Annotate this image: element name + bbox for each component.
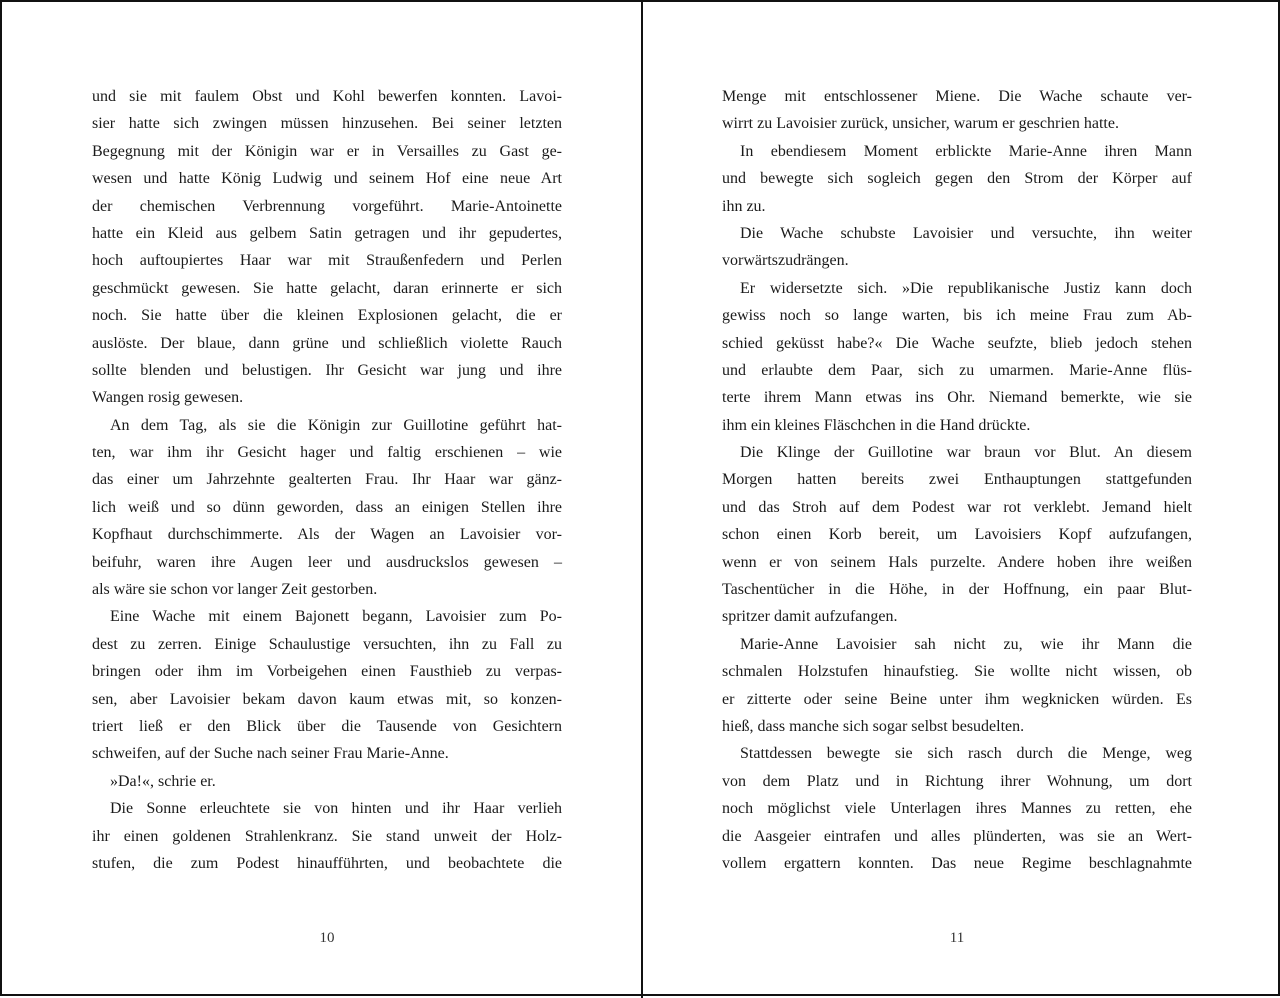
text-line: schweifen, auf der Suche nach seiner Frau Marie-Anne. xyxy=(92,745,449,763)
text-line: beifuhr, waren ihre Augen leer und ausdruckslos gewesen – xyxy=(92,553,562,571)
text-line: vollem ergattern konnten. Das neue Regime beschlagnahmte xyxy=(722,854,1192,872)
text-line: gewiss noch so lange warten, bis ich meine Frau zum Ab- xyxy=(722,307,1192,325)
text-line: Marie-Anne Lavoisier sah nicht zu, wie ihr Mann die xyxy=(740,635,1192,653)
text-line: von dem Platz und in Richtung ihrer Wohnung, um dort xyxy=(722,772,1192,790)
text-line: als wäre sie schon vor langer Zeit gestorben. xyxy=(92,581,378,599)
text-line: Morgen hatten bereits zwei Enthauptungen stattgefunden xyxy=(722,471,1192,489)
text-line: dest zu zerren. Einige Schaulustige versuchten, ihn zu Fall zu xyxy=(92,635,562,653)
text-line: terte ihrem Mann etwas ins Ohr. Niemand bemerkte, wie sie xyxy=(722,389,1192,407)
text-line: Begegnung mit der Königin war er in Versailles zu Gast ge- xyxy=(92,142,562,160)
text-line: das einer um Jahrzehnte gealterten Frau. Ihr Haar war gänz- xyxy=(92,471,562,489)
text-line: Er widersetzte sich. »Die republikanische Justiz kann doch xyxy=(740,279,1192,297)
text-line: und bewegte sich sogleich gegen den Strom der Körper auf xyxy=(722,170,1192,188)
text-line: schon einen Korb bereit, um Lavoisiers Kopf aufzufangen, xyxy=(722,526,1192,544)
text-line: sen, aber Lavoisier bekam davon kaum etwas mit, so konzen- xyxy=(92,690,562,708)
text-line: vorwärtszudrängen. xyxy=(722,252,849,270)
text-line: In ebendiesem Moment erblickte Marie-Anne ihren Mann xyxy=(740,142,1192,160)
text-line: Eine Wache mit einem Bajonett begann, Lavoisier zum Po- xyxy=(110,608,562,626)
text-line: lich weiß und so dünn geworden, dass an einigen Stellen ihre xyxy=(92,498,562,516)
text-line: noch möglichst viele Unterlagen ihres Mannes zu retten, ehe xyxy=(722,800,1192,818)
text-line: Stattdessen bewegte sie sich rasch durch die Menge, weg xyxy=(740,745,1192,763)
text-line: sollte blenden und belustigen. Ihr Gesicht war jung und ihre xyxy=(92,361,562,379)
text-line: geschmückt gewesen. Sie hatte gelacht, daran erinnerte er sich xyxy=(92,279,562,297)
text-line: Menge mit entschlossener Miene. Die Wache schaute ver- xyxy=(722,88,1192,105)
text-line: und sie mit faulem Obst und Kohl bewerfen konnten. Lavoi- xyxy=(92,88,562,105)
text-line: wenn er von seinem Hals purzelte. Andere hoben ihre weißen xyxy=(722,553,1192,571)
text-line: sier hatte sich zwingen müssen hinzusehen. Bei seiner letzten xyxy=(92,115,562,133)
text-line: Die Klinge der Guillotine war braun vor Blut. An diesem xyxy=(740,444,1192,462)
text-line: der chemischen Verbrennung vorgeführt. Marie-Antoinette xyxy=(92,197,562,215)
text-line: Die Wache schubste Lavoisier und versuchte, ihn weiter xyxy=(740,224,1192,242)
text-line: Kopfhaut durchschimmerte. Als der Wagen an Lavoisier vor- xyxy=(92,526,562,544)
text-line: schmalen Holzstufen hinaufstieg. Sie wollte nicht wissen, ob xyxy=(722,663,1192,681)
right-page-text xyxy=(722,88,1192,882)
text-line: er zitterte oder seine Beine unter ihm wegknicken würden. Es xyxy=(722,690,1192,708)
text-line: Die Sonne erleuchtete sie von hinten und ihr Haar verlieh xyxy=(110,800,562,818)
text-line: auslöste. Der blaue, dann grüne und schließlich violette Rauch xyxy=(92,334,562,352)
text-line: schied geküsst habe?« Die Wache seufzte, blieb jedoch stehen xyxy=(722,334,1192,352)
text-line: und erlaubte dem Paar, sich zu umarmen. Marie-Anne flüs- xyxy=(722,361,1192,379)
text-line: ihr einen goldenen Strahlenkranz. Sie stand unweit der Holz- xyxy=(92,827,562,845)
text-line: wirrt zu Lavoisier zurück, unsicher, warum er geschrien hatte. xyxy=(722,115,1119,133)
book-gutter xyxy=(641,2,643,998)
text-line: ihm ein kleines Fläschchen in die Hand drückte. xyxy=(722,416,1031,434)
left-page-number: 10 xyxy=(319,930,335,946)
text-line: ten, war ihm ihr Gesicht hager und faltig erschienen – wie xyxy=(92,444,562,462)
text-line: spritzer damit aufzufangen. xyxy=(722,608,898,626)
right-page-number: 11 xyxy=(949,930,965,946)
text-line: triert ließ er den Blick über die Tausende von Gesichtern xyxy=(92,717,562,735)
text-line: die Aasgeier eintrafen und alles plünderten, was sie an Wert- xyxy=(722,827,1192,845)
text-line: »Da!«, schrie er. xyxy=(110,772,216,790)
left-page-text xyxy=(92,88,562,882)
text-line: Wangen rosig gewesen. xyxy=(92,389,244,407)
text-line: stufen, die zum Podest hinaufführten, und beobachtete die xyxy=(92,854,562,872)
text-line: ihn zu. xyxy=(722,197,766,215)
text-line: noch. Sie hatte über die kleinen Explosionen gelacht, die er xyxy=(92,307,562,325)
text-line: hatte ein Kleid aus gelbem Satin getragen und ihr gepudertes, xyxy=(92,224,562,242)
text-line: An dem Tag, als sie die Königin zur Guillotine geführt hat- xyxy=(110,416,562,434)
text-line: wesen und hatte König Ludwig und seinem Hof eine neue Art xyxy=(92,170,562,188)
text-line: und das Stroh auf dem Podest war rot verklebt. Jemand hielt xyxy=(722,498,1192,516)
text-line: bringen oder ihm im Vorbeigehen einen Fausthieb zu verpas- xyxy=(92,663,562,681)
text-line: hieß, dass manche sich sogar selbst besudelten. xyxy=(722,717,1025,735)
text-line: hoch auftoupiertes Haar war mit Straußenfedern und Perlen xyxy=(92,252,562,270)
text-line: Taschentücher in die Höhe, in der Hoffnung, ein paar Blut- xyxy=(722,581,1192,599)
